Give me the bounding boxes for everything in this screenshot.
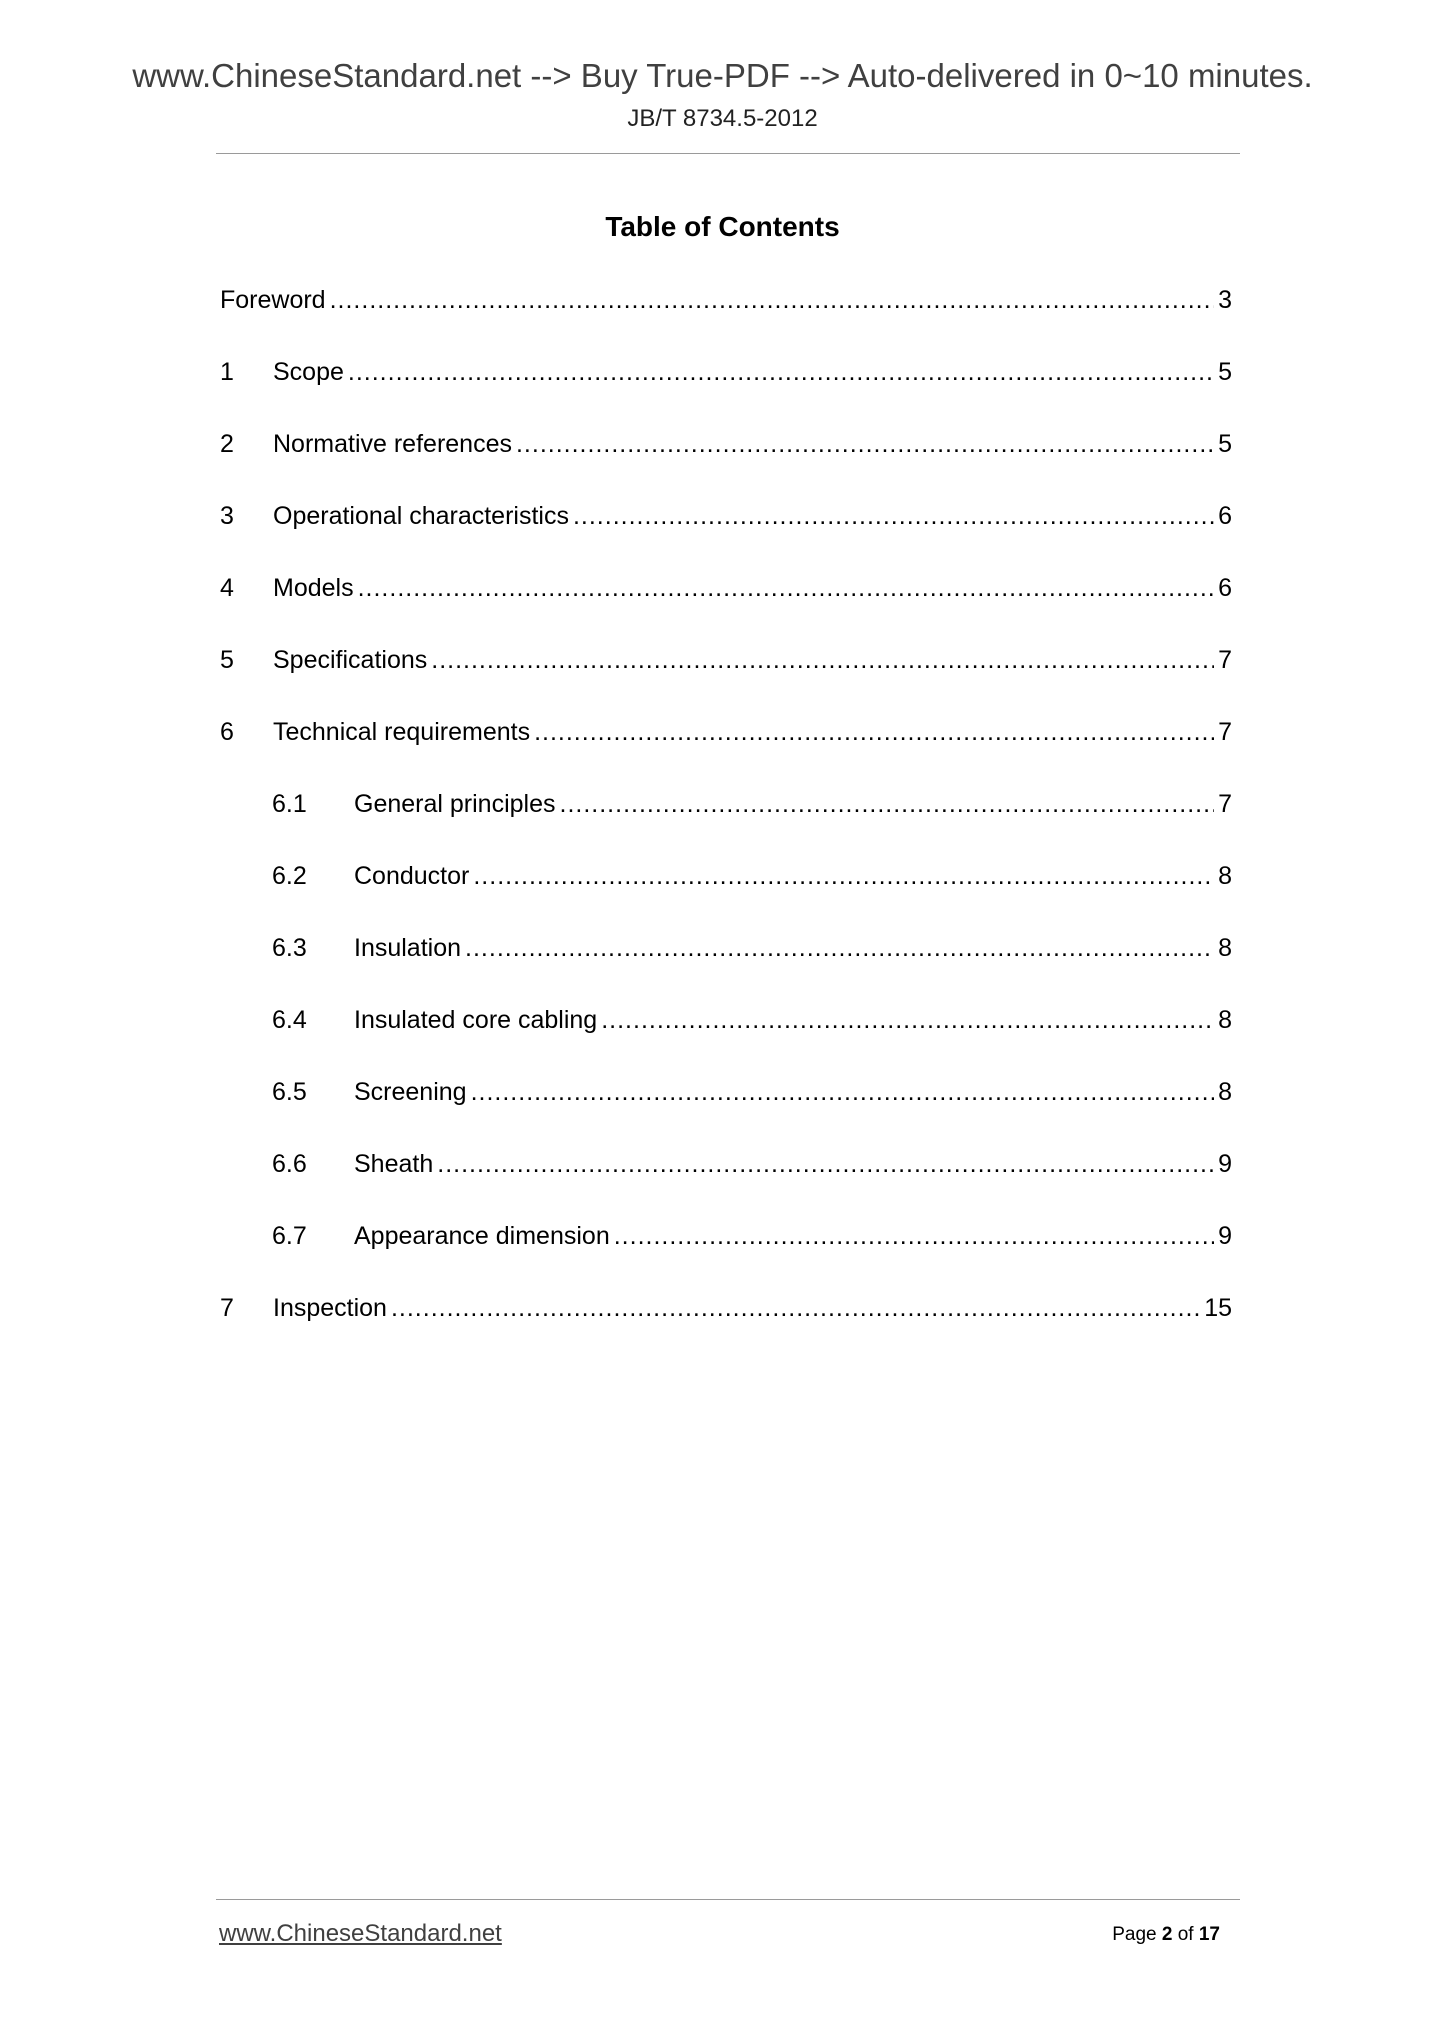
- toc-entry-number: 6.4: [272, 1006, 307, 1034]
- toc-entry-page: 5: [1218, 358, 1232, 386]
- toc-entry-number: 1: [220, 358, 234, 386]
- page-prefix: Page: [1112, 1924, 1157, 1945]
- toc-entry-normative-references[interactable]: [220, 422, 1232, 494]
- standard-code: JB/T 8734.5-2012: [627, 105, 818, 132]
- toc-entry-insulated-core-cabling[interactable]: [220, 998, 1232, 1070]
- footer-divider: [216, 1899, 1240, 1900]
- toc-entry-operational-characteristics[interactable]: [220, 494, 1232, 566]
- toc-entry-page: 8: [1218, 862, 1232, 890]
- toc-entry-insulation[interactable]: [220, 926, 1232, 998]
- page-indicator: [1000, 1920, 1220, 1950]
- toc-entry-models[interactable]: [220, 566, 1232, 638]
- toc-entry-technical-requirements[interactable]: [220, 710, 1232, 782]
- dot-leader: [560, 782, 1215, 826]
- toc-entry-label: Screening: [354, 1078, 467, 1106]
- table-of-contents: [220, 278, 1232, 1358]
- page-total: 17: [1198, 1924, 1220, 1945]
- toc-entry-label: Operational characteristics: [273, 502, 569, 530]
- dot-leader: [465, 926, 1214, 970]
- toc-entry-number: 2: [220, 430, 234, 458]
- toc-entry-label: Appearance dimension: [354, 1222, 610, 1250]
- dot-leader: [431, 638, 1214, 682]
- dot-leader: [573, 494, 1214, 538]
- toc-entry-number: 6.5: [272, 1078, 307, 1106]
- toc-entry-label: Sheath: [354, 1150, 434, 1178]
- toc-entry-page: 6: [1218, 502, 1232, 530]
- toc-entry-number: 6.7: [272, 1222, 307, 1250]
- toc-entry-sheath[interactable]: [220, 1142, 1232, 1214]
- toc-entry-page: 8: [1218, 1078, 1232, 1106]
- toc-entry-screening[interactable]: [220, 1070, 1232, 1142]
- toc-entry-page: 5: [1218, 430, 1232, 458]
- toc-entry-number: 6.1: [272, 790, 307, 818]
- dot-leader: [473, 854, 1214, 898]
- toc-entry-page: 8: [1218, 1006, 1232, 1034]
- toc-entry-number: 5: [220, 646, 234, 674]
- dot-leader: [601, 998, 1214, 1042]
- toc-entry-number: 6.3: [272, 934, 307, 962]
- toc-entry-label: Specifications: [273, 646, 428, 674]
- toc-entry-inspection[interactable]: [220, 1286, 1232, 1358]
- toc-entry-label: Insulated core cabling: [354, 1006, 598, 1034]
- page-of: of: [1177, 1924, 1194, 1945]
- toc-entry-label: Normative references: [273, 430, 512, 458]
- site-banner: www.ChineseStandard.net --> Buy True-PDF --> Auto-delivered in 0~10 minutes.: [132, 57, 1313, 94]
- toc-entry-page: 9: [1218, 1150, 1232, 1178]
- toc-entry-label: Insulation: [354, 934, 462, 962]
- toc-entry-label: Technical requirements: [273, 718, 531, 746]
- toc-entry-general-principles[interactable]: [220, 782, 1232, 854]
- toc-entry-page: 7: [1218, 718, 1232, 746]
- toc-entry-page: 7: [1218, 646, 1232, 674]
- toc-entry-number: 7: [220, 1294, 234, 1322]
- toc-entry-label: Foreword: [220, 286, 326, 314]
- page-current: 2: [1161, 1924, 1173, 1945]
- toc-entry-page: 7: [1218, 790, 1232, 818]
- toc-entry-page: 6: [1218, 574, 1232, 602]
- dot-leader: [471, 1070, 1215, 1114]
- dot-leader: [358, 566, 1215, 610]
- toc-entry-number: 3: [220, 502, 234, 530]
- toc-entry-scope[interactable]: [220, 350, 1232, 422]
- footer-site-link[interactable]: www.ChineseStandard.net: [219, 1920, 502, 1947]
- toc-entry-number: 4: [220, 574, 234, 602]
- dot-leader: [614, 1214, 1214, 1258]
- toc-entry-label: Models: [273, 574, 354, 602]
- toc-entry-page: 9: [1218, 1222, 1232, 1250]
- toc-entry-label: General principles: [354, 790, 556, 818]
- toc-entry-conductor[interactable]: [220, 854, 1232, 926]
- toc-entry-specifications[interactable]: [220, 638, 1232, 710]
- dot-leader: [534, 710, 1214, 754]
- header-divider: [216, 153, 1240, 154]
- dot-leader: [391, 1286, 1200, 1330]
- dot-leader: [516, 422, 1214, 466]
- dot-leader: [348, 350, 1214, 394]
- toc-entry-number: 6.6: [272, 1150, 307, 1178]
- toc-entry-page: 3: [1218, 286, 1232, 314]
- toc-title: Table of Contents: [605, 211, 840, 242]
- toc-entry-label: Conductor: [354, 862, 470, 890]
- toc-entry-foreword[interactable]: [220, 278, 1232, 350]
- toc-entry-number: 6: [220, 718, 234, 746]
- toc-entry-label: Scope: [273, 358, 344, 386]
- dot-leader: [330, 278, 1215, 322]
- toc-entry-appearance-dimension[interactable]: [220, 1214, 1232, 1286]
- toc-entry-page: 8: [1218, 934, 1232, 962]
- toc-entry-label: Inspection: [273, 1294, 387, 1322]
- toc-entry-page: 15: [1204, 1294, 1232, 1322]
- toc-entry-number: 6.2: [272, 862, 307, 890]
- dot-leader: [437, 1142, 1214, 1186]
